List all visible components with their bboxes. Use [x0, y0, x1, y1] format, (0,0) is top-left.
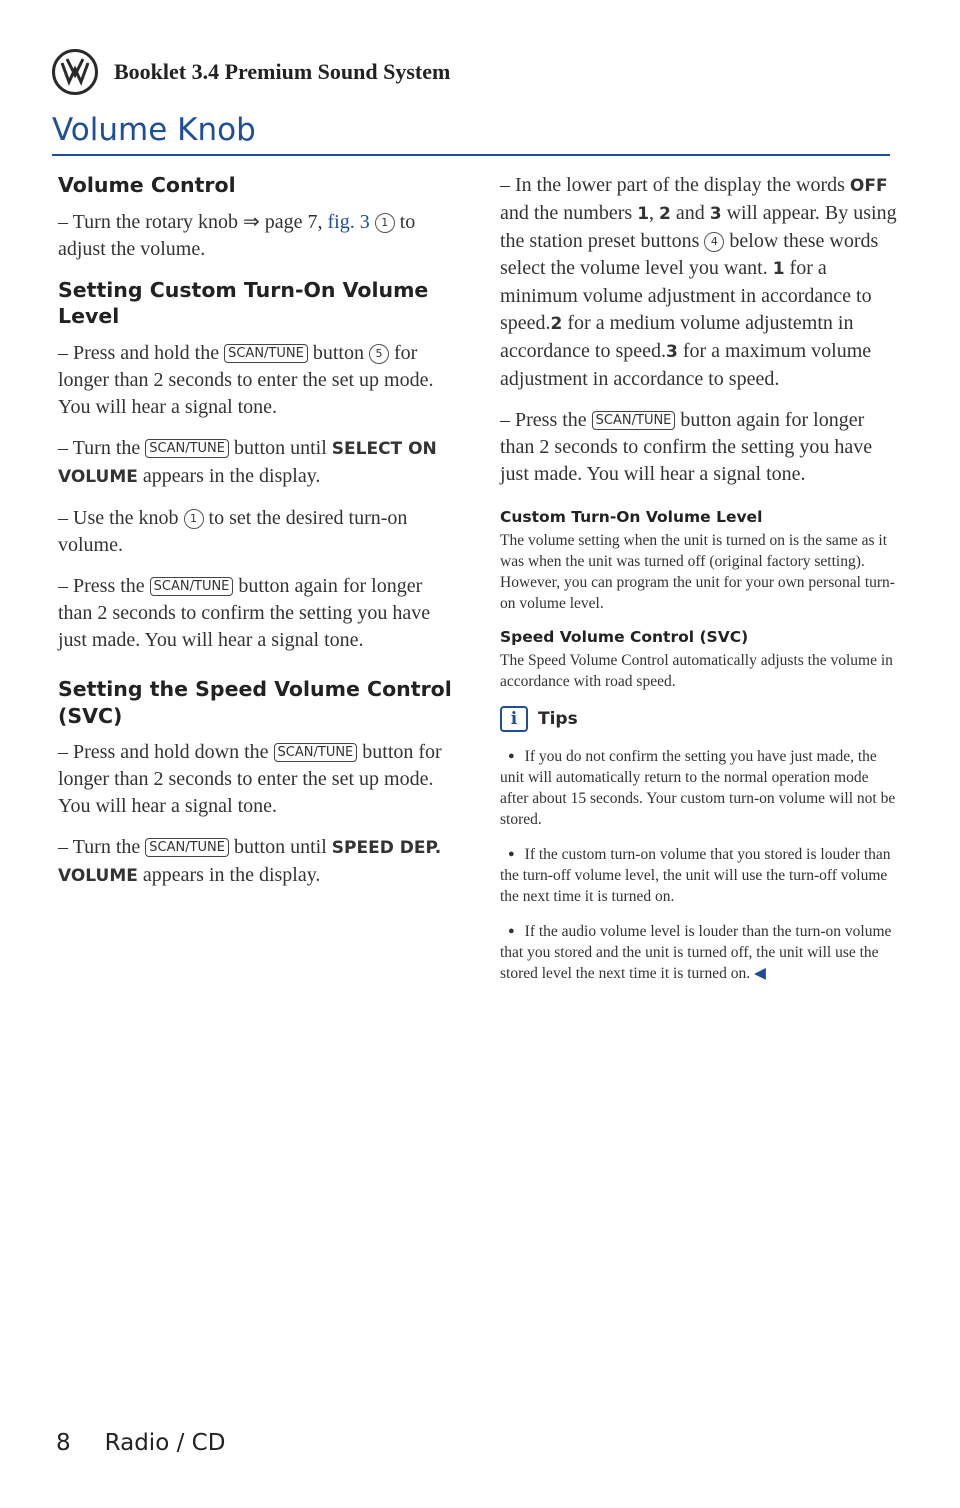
- right-column: [500, 172, 900, 998]
- callout-5: 5: [369, 344, 389, 364]
- info-icon: i: [500, 706, 528, 732]
- scan-tune-key: SCAN/TUNE: [274, 743, 358, 762]
- tip-item: ● If you do not confirm the setting you have just made, the unit will automatically return to the normal operation mode after about 15 seconds. Your custom turn-on volume will not be stored.: [500, 746, 900, 830]
- booklet-title: Booklet 3.4 Premium Sound System: [114, 59, 451, 84]
- vw-logo-icon: [52, 49, 98, 95]
- callout-1: 1: [184, 509, 204, 529]
- step-confirm-svc: – Press the SCAN/TUNE button again for longer than 2 seconds to confirm the setting you have just made. You will hear a signal tone.: [500, 409, 873, 485]
- step-press-hold: – Press and hold the SCAN/TUNE button 5 for longer than 2 seconds to enter the set up mode. You will hear a signal tone.: [58, 341, 434, 418]
- scan-tune-key: SCAN/TUNE: [224, 344, 308, 363]
- left-column: [58, 172, 458, 904]
- note-custom: The volume setting when the unit is turned on is the same as it was when the unit was turned off (original factory setting). However, you can program the unit for your own personal turn-on volume level.: [500, 532, 895, 612]
- scan-tune-key: SCAN/TUNE: [592, 411, 676, 430]
- callout-4: 4: [704, 232, 724, 252]
- tip-item: ● If the custom turn-on volume that you stored is louder than the turn-off volume level, the unit will use the turn-off volume the next time it is turned on.: [500, 844, 900, 907]
- fig-link[interactable]: fig. 3: [327, 210, 370, 233]
- step-display-words: – In the lower part of the display the words OFF and the numbers 1, 2 and 3 will appear. By using the station preset buttons 4 below these words select the volume level you want. 1 for a minimum volume adjustment in accordance to speed.2 for a medium volume adjustemtn in accordance to speed.3 for a maximum volume adjustment in accordance to speed.: [500, 174, 897, 390]
- scan-tune-key: SCAN/TUNE: [150, 577, 234, 596]
- title-rule: [52, 154, 890, 156]
- step-turn-button: – Turn the SCAN/TUNE button until SELECT ON VOLUME appears in the display.: [58, 436, 437, 487]
- note-svc: The Speed Volume Control automatically adjusts the volume in accordance with road speed.: [500, 652, 893, 690]
- page-footer: [56, 1430, 225, 1456]
- tip-item: ● If the audio volume level is louder than the turn-on volume that you stored and the unit is turned off, the unit will use the stored level the next time it is turned on. ◀: [500, 921, 900, 984]
- step-press-hold-svc: – Press and hold down the SCAN/TUNE button for longer than 2 seconds to enter the set up mode. You will hear a signal tone.: [58, 741, 442, 818]
- step-turn-knob: – Turn the rotary knob ⇒ page 7, fig. 3 1 to adjust the volume.: [58, 210, 416, 260]
- page-number: 8: [56, 1430, 71, 1456]
- page-header: [52, 42, 450, 102]
- scan-tune-key: SCAN/TUNE: [145, 439, 229, 458]
- heading-volume-control: Volume Control: [58, 173, 236, 197]
- callout-1: 1: [375, 213, 395, 233]
- section-title: Volume Knob: [52, 112, 256, 148]
- step-use-knob: – Use the knob 1 to set the desired turn-on volume.: [58, 506, 408, 556]
- footer-section: Radio / CD: [104, 1430, 226, 1456]
- tips-header: [500, 706, 900, 732]
- step-turn-until-speed: – Turn the SCAN/TUNE button until SPEED DEP. VOLUME appears in the display.: [58, 836, 442, 887]
- end-marker-icon: ◀: [753, 965, 766, 982]
- step-confirm: – Press the SCAN/TUNE button again for longer than 2 seconds to confirm the setting you have just made. You will hear a signal tone.: [58, 574, 431, 651]
- note-heading-svc: Speed Volume Control (SVC): [500, 628, 749, 646]
- scan-tune-key: SCAN/TUNE: [145, 838, 229, 857]
- heading-speed-volume: Setting the Speed Volume Control (SVC): [58, 676, 452, 728]
- heading-custom-turn-on: Setting Custom Turn-On Volume Level: [58, 277, 429, 329]
- tips-label: Tips: [538, 709, 578, 729]
- note-heading-custom: Custom Turn-On Volume Level: [500, 508, 763, 526]
